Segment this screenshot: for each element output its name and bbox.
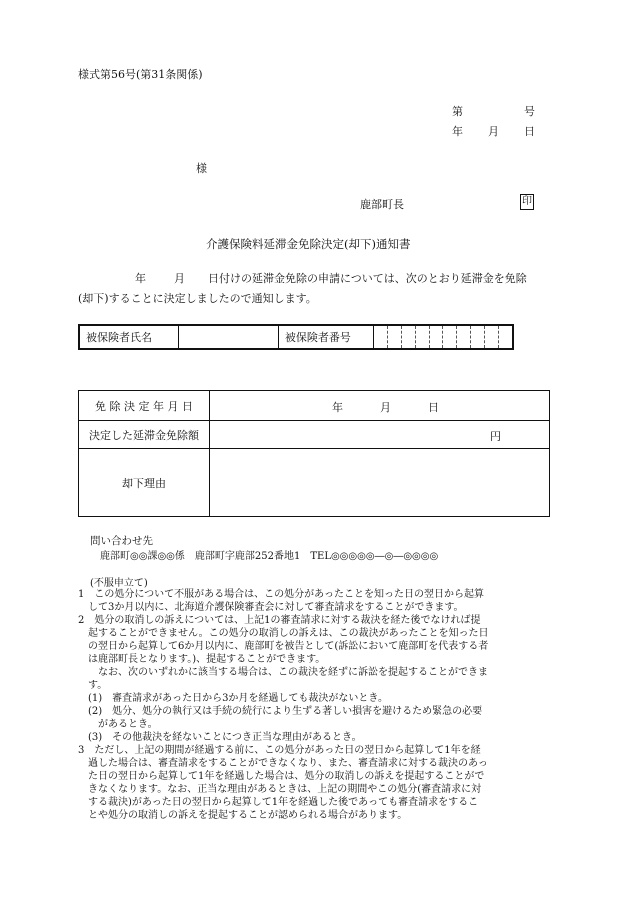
amount-label: 決定した延滞金免除額 <box>79 421 210 449</box>
appeal-line: して3か月以内に、北海道介護保険審査会に対して審査請求をすることができます。 <box>78 602 464 613</box>
appeal-line: 2 処分の取消しの訴えについては、上記1の審査請求に対する裁決を経た後でなければ提 <box>78 615 481 626</box>
appeal-line: (2) 処分、処分の執行又は手続の続行により生ずる著しい損害を避けるため緊急の必要 <box>78 706 483 717</box>
appeal-line: なお、次のいずれかに該当する場合は、この裁決を経ずに訴訟を提起することができま <box>78 667 488 678</box>
header-go: 号 <box>524 105 535 118</box>
insured-number-label: 被保険者番号 <box>278 325 373 349</box>
appeal-line: (3) その他裁決を経ないことにつき正当な理由があるとき。 <box>78 732 362 743</box>
number-box <box>387 325 401 349</box>
number-box <box>485 325 499 349</box>
appeal-body <box>78 588 489 822</box>
appeal-line: の翌日から起算して6か月以内に、鹿部町を被告として(訴訟において鹿部町を代表する者 <box>78 641 489 652</box>
insured-table <box>78 324 514 350</box>
appeal-line: す。 <box>78 680 108 691</box>
rejection-reason-label: 却下理由 <box>79 449 210 517</box>
appeal-heading: (不服申立て) <box>90 578 148 589</box>
number-box <box>498 325 513 349</box>
amount-cell <box>210 421 550 449</box>
contact-heading: 問い合わせ先 <box>90 535 153 547</box>
appeal-line: 3 ただし、上記の期間が経過する前に、この処分があった日の翌日から起算して1年を経 <box>78 745 481 756</box>
body-tsuki: 月 <box>174 272 185 285</box>
form-number: 様式第56号(第31条関係) <box>78 68 203 81</box>
number-box <box>415 325 429 349</box>
number-box <box>457 325 471 349</box>
number-box <box>443 325 457 349</box>
appeal-line: きなくなります。なお、正当な理由があるときは、上記の期間やこの処分(審査請求に対 <box>78 784 482 795</box>
number-box <box>471 325 485 349</box>
decision-date-label: 免 除 決 定 年 月 日 <box>79 391 210 421</box>
appeal-line: とや処分の取消しの訴えを提起することが認められる場合があります。 <box>78 810 408 821</box>
decision-hi: 日 <box>428 401 439 414</box>
appeal-line: た日の翌日から起算して1年を経過した場合は、処分の取消しの訴えを提起することがで <box>78 771 485 782</box>
rejection-reason-cell <box>210 449 550 517</box>
document-title: 介護保険料延滞金免除決定(却下)通知書 <box>206 237 411 251</box>
appeal-line: 起することができません。この処分の取消しの訴えは、この裁決があったことを知った日 <box>78 628 489 639</box>
number-box <box>429 325 443 349</box>
appeal-line: 過した場合は、審査請求をすることができなくなり、また、審査請求に対する裁決のあっ <box>78 758 488 769</box>
header-nen: 年 <box>452 125 463 138</box>
appeal-line: は鹿部町長となります。)、提起することができます。 <box>78 654 326 665</box>
body-line1: 日付けの延滞金免除の申請については、次のとおり延滞金を免除 <box>208 272 527 285</box>
insured-name-cell <box>179 325 278 349</box>
body-line2: (却下)することに決定しましたので通知します。 <box>78 292 317 305</box>
body-nen: 年 <box>135 272 146 285</box>
decision-tsuki: 月 <box>380 401 391 414</box>
appeal-line: 1 この処分について不服がある場合は、この処分があったことを知った日の翌日から起算 <box>78 589 485 600</box>
number-box <box>401 325 415 349</box>
amount-unit: 円 <box>490 430 501 443</box>
addressee-sama: 様 <box>196 162 207 175</box>
seal-mark: 印 <box>520 194 534 210</box>
header-tsuki: 月 <box>488 125 499 138</box>
appeal-line: する裁決)があった日の翌日から起算して1年を経過した後であっても審査請求をするこ <box>78 797 479 808</box>
header-dai: 第 <box>452 105 463 118</box>
number-box <box>373 325 387 349</box>
header-hi: 日 <box>524 125 535 138</box>
decision-table <box>78 390 550 517</box>
appeal-line: があるとき。 <box>78 719 158 730</box>
appeal-line: (1) 審査請求があった日から3か月を経過しても裁決がないとき。 <box>78 693 389 704</box>
issuer-name: 鹿部町長 <box>360 198 404 211</box>
decision-nen: 年 <box>332 401 343 414</box>
contact-detail: 鹿部町◎◎課◎◎係 鹿部町字鹿部252番地1 TEL◎◎◎◎◎―◎―◎◎◎◎ <box>100 551 439 562</box>
decision-date-cell <box>210 391 550 421</box>
insured-name-label: 被保険者氏名 <box>79 325 179 349</box>
